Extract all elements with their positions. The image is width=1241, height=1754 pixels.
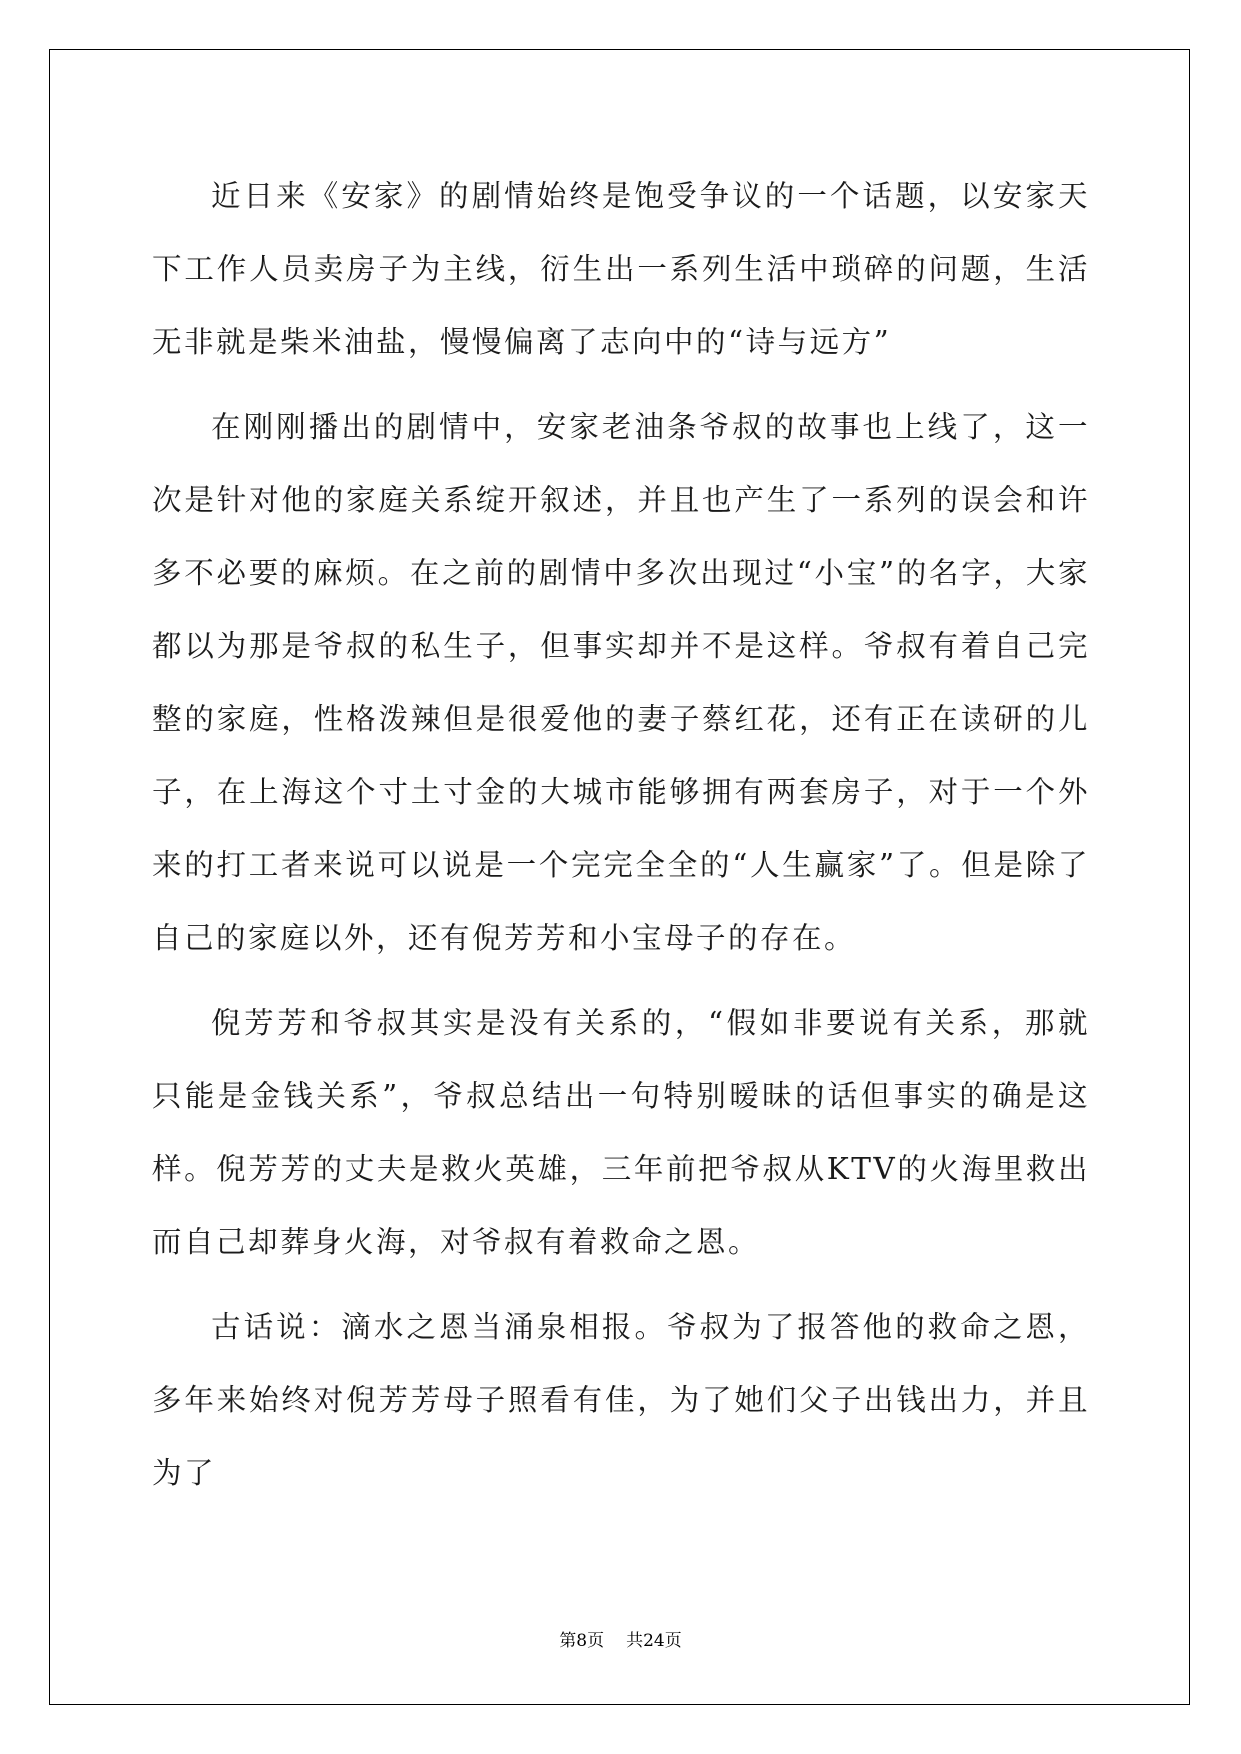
page-number-total: 共24页 (626, 1631, 682, 1651)
page-footer (0, 1626, 1241, 1651)
paragraph-2: 在刚刚播出的剧情中，安家老油条爷叔的故事也上线了，这一次是针对他的家庭关系绽开叙述，并且也产生了一系列的误会和许多不必要的麻烦。在之前的剧情中多次出现过“小宝”的名字，大家都以为那是爷叔的私生子，但事实却并不是这样。爷叔有着自己完整的家庭，性格泼辣但是很爱他的妻子蔡红花，还有正在读研的儿子，在上海这个寸土寸金的大城市能够拥有两套房子，对于一个外来的打工者来说可以说是一个完完全全的“人生赢家”了。但是除了自己的家庭以外，还有倪芳芳和小宝母子的存在。 (152, 410, 1090, 955)
paragraph-3: 倪芳芳和爷叔其实是没有关系的，“假如非要说有关系，那就只能是金钱关系”，爷叔总结出一句特别暧昧的话但事实的确是这样。倪芳芳的丈夫是救火英雄，三年前把爷叔从KTV的火海里救出而自己却葬身火海，对爷叔有着救命之恩。 (152, 1006, 1090, 1259)
page-number-current: 第8页 (559, 1631, 605, 1651)
paragraph-4: 古话说：滴水之恩当涌泉相报。爷叔为了报答他的救命之恩，多年来始终对倪芳芳母子照看有佳，为了她们父子出钱出力，并且为了 (152, 1310, 1090, 1490)
paragraph-1: 近日来《安家》的剧情始终是饱受争议的一个话题，以安家天下工作人员卖房子为主线，衍生出一系列生活中琐碎的问题，生活无非就是柴米油盐，慢慢偏离了志向中的“诗与远方” (152, 179, 1090, 359)
document-body (152, 160, 1090, 1522)
